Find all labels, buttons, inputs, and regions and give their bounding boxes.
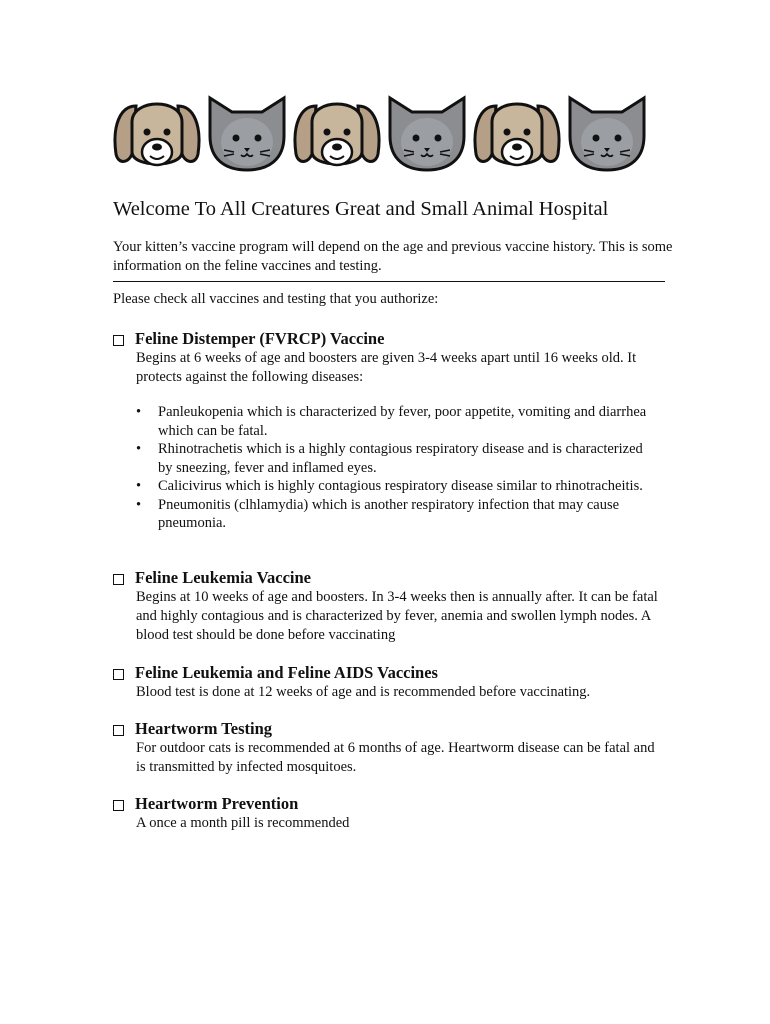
section-leukemia-aids	[113, 663, 673, 702]
heartworm-testing-checkbox[interactable]	[113, 725, 124, 736]
cat-icon	[562, 92, 652, 172]
feline-leukemia-checkbox[interactable]	[113, 574, 124, 585]
section-header	[113, 794, 673, 814]
heartworm-prevention-checkbox[interactable]	[113, 800, 124, 811]
section-header	[113, 568, 673, 588]
section-title: Heartworm Testing	[135, 719, 273, 738]
section-header	[113, 329, 673, 349]
disease-list	[113, 403, 658, 533]
cat-icon	[382, 92, 472, 172]
dog-icon	[472, 92, 562, 172]
section-feline-leukemia	[113, 568, 673, 645]
fvrcp-checkbox[interactable]	[113, 335, 124, 346]
list-item: • Rhinotrachetis which is a highly contagious respiratory disease and is characterized by sneezing, fever and inflamed eyes.	[158, 440, 658, 477]
cat-icon	[202, 92, 292, 172]
list-item: • Panleukopenia which is characterized by fever, poor appetite, vomiting and diarrhea which can be fatal.	[158, 403, 658, 440]
authorize-instructions: Please check all vaccines and testing that you authorize:	[113, 291, 439, 307]
section-description: For outdoor cats is recommended at 6 months of age. Heartworm disease can be fatal and is transmitted by infected mosquitoes.	[136, 740, 655, 775]
dog-icon	[112, 92, 202, 172]
leukemia-aids-checkbox[interactable]	[113, 669, 124, 680]
divider	[113, 281, 665, 282]
section-heartworm-prevention	[113, 794, 673, 833]
page-title: Welcome To All Creatures Great and Small Animal Hospital	[113, 198, 609, 220]
section-header	[113, 719, 673, 739]
section-header	[113, 663, 673, 683]
section-description: Begins at 6 weeks of age and boosters are given 3-4 weeks apart until 16 weeks old. It protects against the following diseases:	[136, 350, 637, 385]
section-heartworm-testing	[113, 719, 673, 777]
list-item: • Pneumonitis (clhlamydia) which is another respiratory infection that may cause pneumonia.	[158, 496, 658, 533]
list-item: • Calicivirus which is highly contagious respiratory disease similar to rhinotracheitis.	[158, 477, 658, 496]
section-title: Feline Leukemia and Feline AIDS Vaccines	[135, 663, 438, 682]
section-fvrcp	[113, 329, 673, 533]
animal-banner	[112, 92, 652, 172]
section-description: Begins at 10 weeks of age and boosters. In 3-4 weeks then is annually after. It can be fatal and highly contagious and is characterized by fever, anemia and swollen lymph nodes. A blood test should be done before vaccinating	[136, 589, 658, 643]
dog-icon	[292, 92, 382, 172]
section-title: Heartworm Prevention	[135, 794, 299, 813]
section-title: Feline Distemper (FVRCP) Vaccine	[135, 329, 385, 348]
section-description: Blood test is done at 12 weeks of age and is recommended before vaccinating.	[136, 684, 591, 700]
intro-text: Your kitten’s vaccine program will depend on the age and previous vaccine history. This is some information on the feline vaccines and testing.	[113, 239, 673, 274]
section-title: Feline Leukemia Vaccine	[135, 568, 311, 587]
section-description: A once a month pill is recommended	[136, 815, 350, 831]
